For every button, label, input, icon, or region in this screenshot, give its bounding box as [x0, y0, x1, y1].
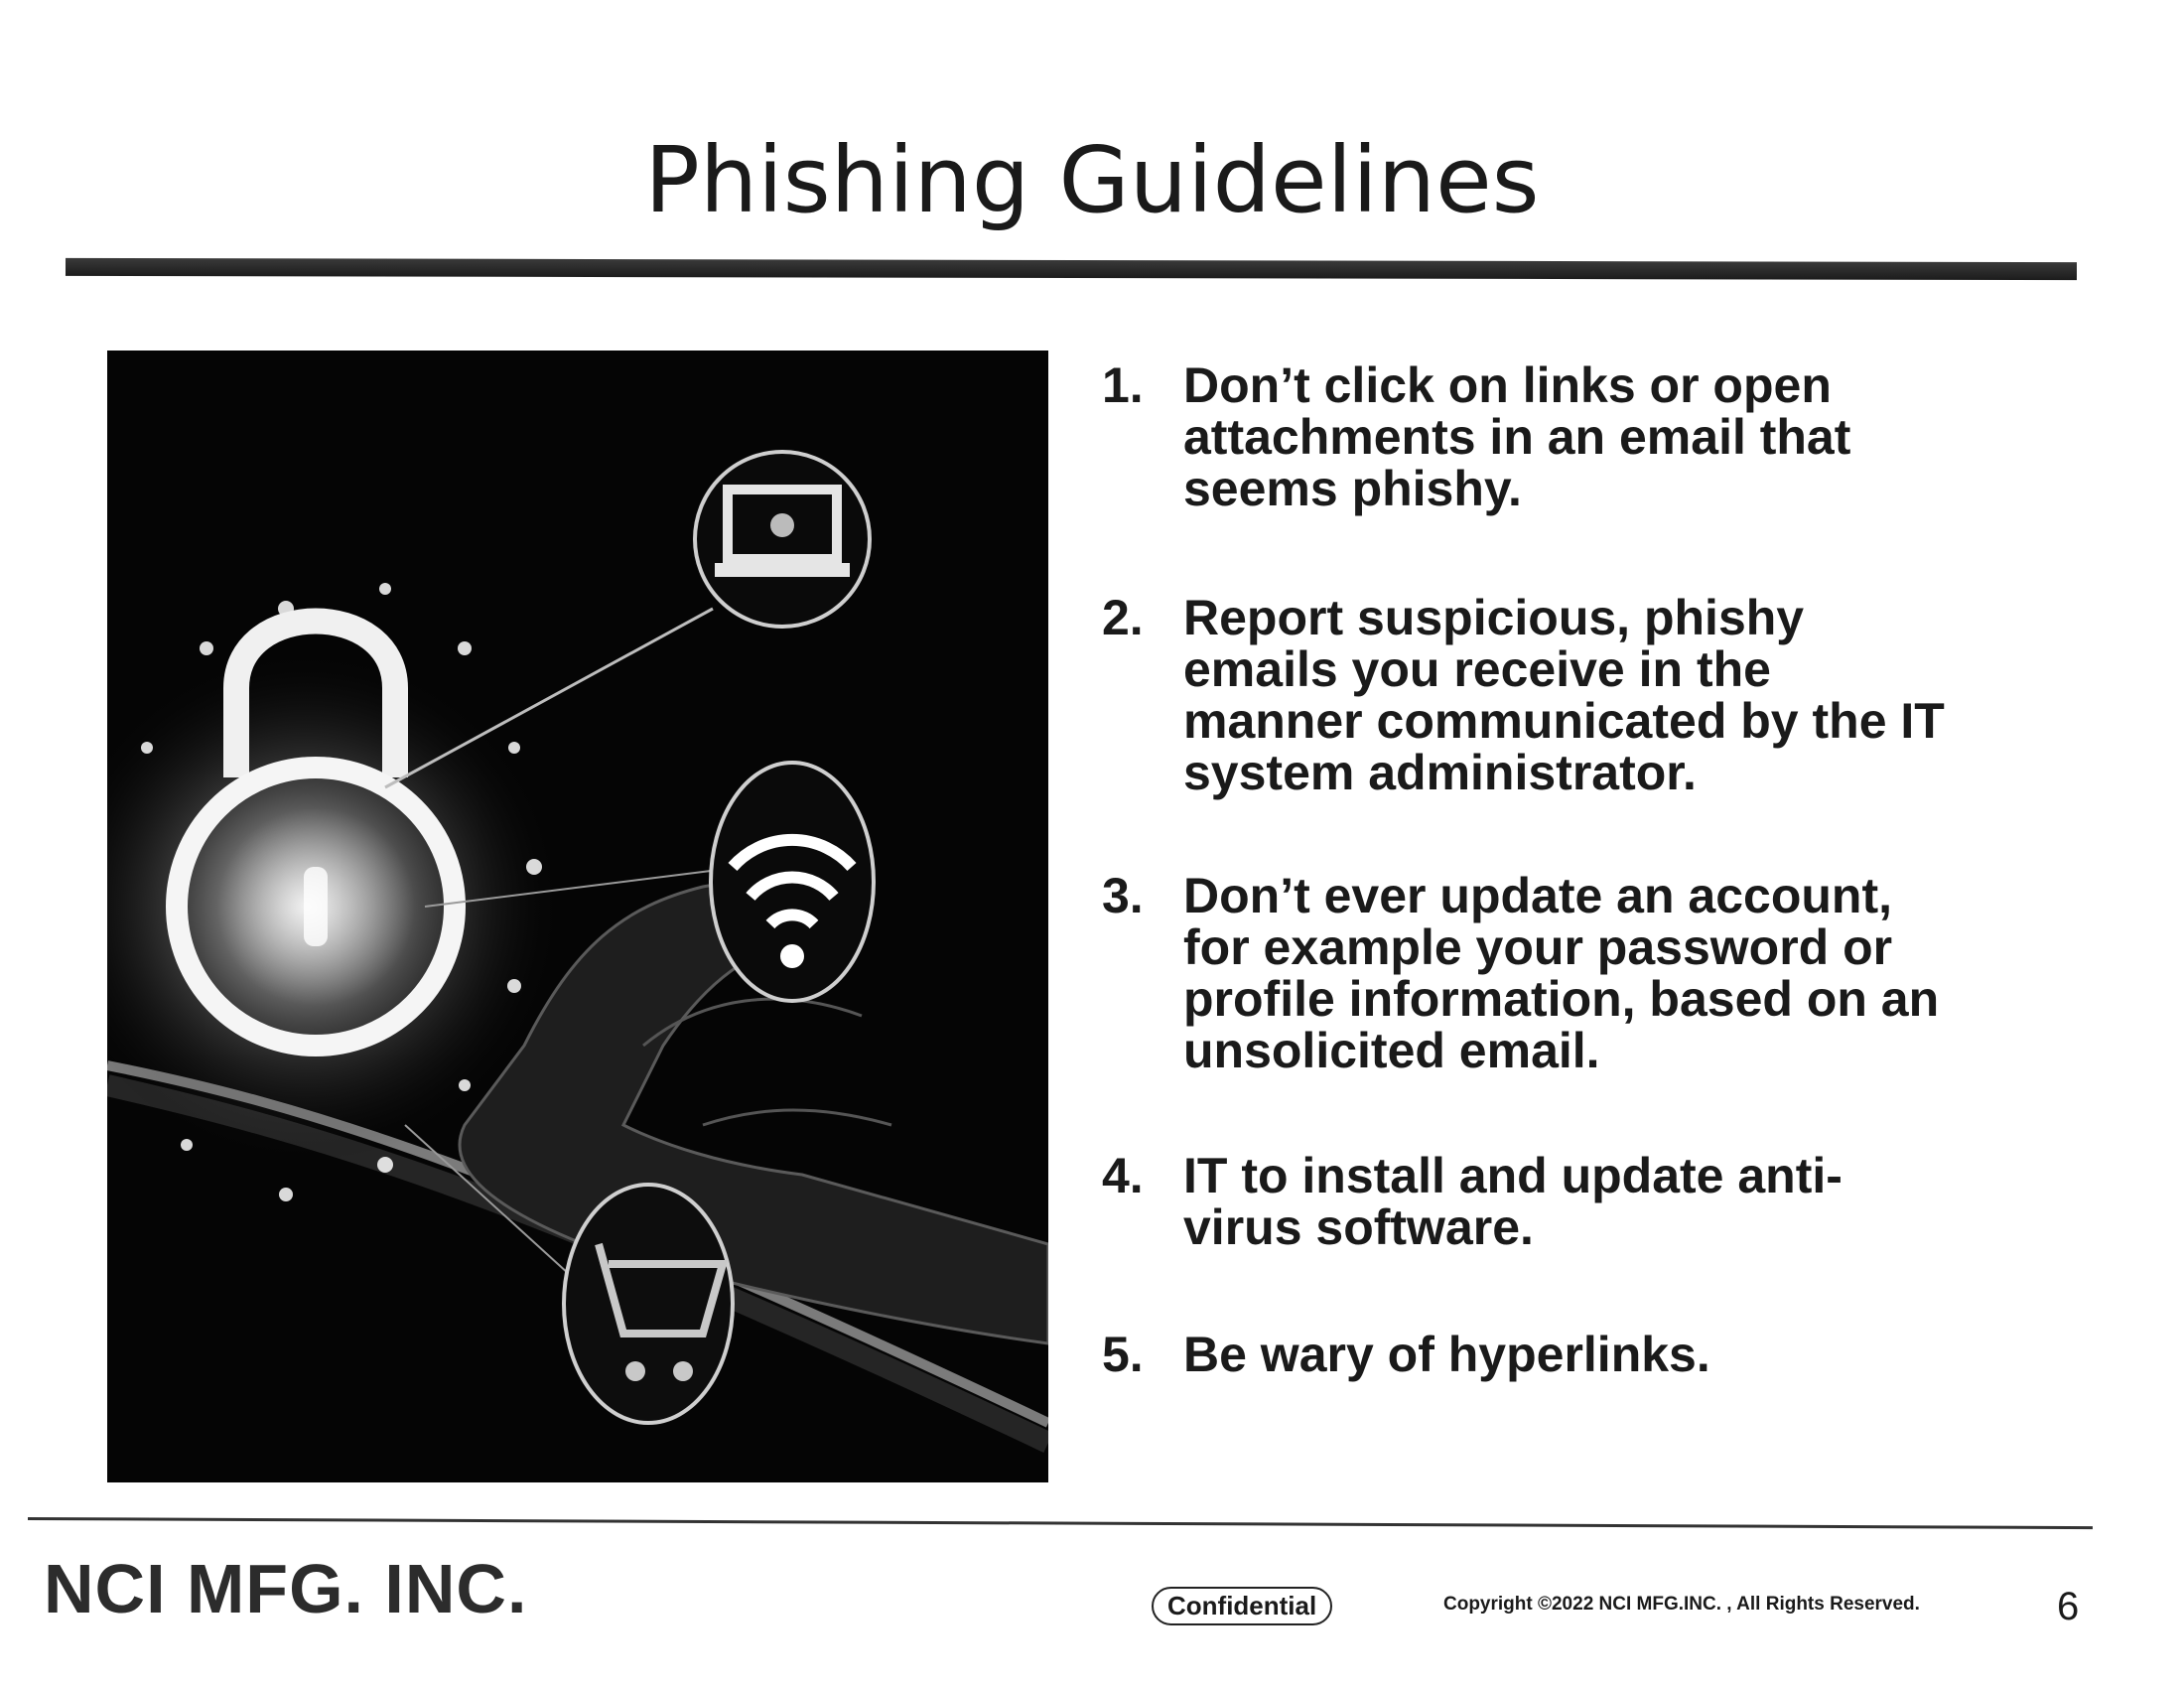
slide-title: Phishing Guidelines — [644, 127, 1540, 233]
confidential-badge: Confidential — [1152, 1587, 1332, 1625]
list-item — [1102, 1150, 2095, 1253]
list-item-text: Be wary of hyperlinks. — [1183, 1327, 1710, 1382]
company-logo: NCI MFG. INC. — [44, 1550, 528, 1627]
hero-image — [107, 351, 1048, 1482]
list-item — [1102, 1329, 2095, 1380]
list-item — [1102, 870, 2095, 1076]
list-item-number: 1. — [1102, 357, 1144, 413]
wifi-icon — [711, 763, 874, 1001]
footer-divider — [28, 1517, 2093, 1529]
security-illustration — [107, 351, 1048, 1482]
list-item-text: Don’t click on links or open attachments in an email that seems phishy. — [1183, 357, 1851, 516]
list-item — [1102, 359, 2095, 514]
list-item-number: 4. — [1102, 1148, 1144, 1203]
list-item-number: 3. — [1102, 868, 1144, 923]
list-item-number: 5. — [1102, 1327, 1144, 1382]
laptop-icon — [695, 452, 870, 627]
list-item-number: 2. — [1102, 590, 1144, 645]
title-divider — [66, 258, 2077, 280]
copyright-notice: Copyright ©2022 NCI MFG.INC. , All Rights Reserved. — [1443, 1594, 1920, 1615]
list-item-text: IT to install and update anti- virus software. — [1183, 1148, 1843, 1255]
list-item-text: Report suspicious, phishy emails you receive in the manner communicated by the IT system administrator. — [1183, 590, 1945, 800]
list-item — [1102, 592, 2095, 798]
shopping-cart-icon — [564, 1185, 733, 1423]
page-number: 6 — [2057, 1585, 2080, 1628]
list-item-text: Don’t ever update an account, for example your password or profile information, based on an unsolicited email. — [1183, 868, 1940, 1078]
